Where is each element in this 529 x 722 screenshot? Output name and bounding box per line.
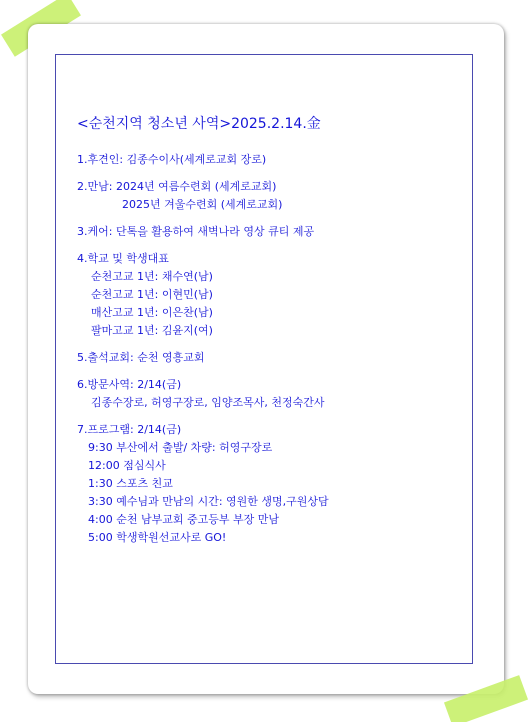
document-title: <순천지역 청소년 사역>2025.2.14.金 [77, 116, 321, 132]
section-visit [77, 376, 457, 412]
document-body [77, 115, 457, 556]
section-care [77, 223, 457, 241]
section-heading: 5.출석교회: 순천 영흥교회 [77, 351, 205, 364]
section-heading: 6.방문사역: 2/14(금) [77, 378, 182, 391]
section-guardian [77, 151, 457, 169]
schedule-item: 5:00 학생학원선교사로 GO! [88, 531, 227, 544]
section-program [77, 421, 457, 547]
section-heading: 4.학교 및 학생대표 [77, 252, 169, 265]
student-item: 순천고교 1년: 채수연(남) [91, 270, 213, 283]
student-item: 매산고교 1년: 이은찬(남) [91, 306, 213, 319]
schedule-item: 3:30 예수님과 만남의 시간: 영원한 생명,구원상담 [88, 495, 329, 508]
schedule-item: 9:30 부산에서 출발/ 차량: 허영구장로 [88, 441, 273, 454]
section-heading: 3.케어: 단톡을 활용하여 새벽나라 영상 큐티 제공 [77, 225, 315, 238]
student-item: 팔마고교 1년: 김윤지(여) [91, 324, 213, 337]
section-heading: 7.프로그램: 2/14(금) [77, 423, 182, 436]
student-item: 순천고교 1년: 이현민(남) [91, 288, 213, 301]
section-heading: 2.만남: 2024년 여름수련회 (세계로교회) [77, 180, 277, 193]
visitor-list: 김종수장로, 허영구장로, 임양조목사, 천정숙간사 [91, 396, 325, 409]
schedule-item: 1:30 스포츠 친교 [88, 477, 173, 490]
section-church [77, 349, 457, 367]
section-students [77, 250, 457, 340]
section-meeting [77, 178, 457, 214]
section-line: 2025년 겨울수련회 (세계로교회) [122, 198, 283, 211]
section-heading: 1.후견인: 김종수이사(세계로교회 장로) [77, 153, 267, 166]
schedule-item: 4:00 순천 남부교회 중고등부 부장 만남 [88, 513, 279, 526]
schedule-item: 12:00 점심식사 [88, 459, 166, 472]
